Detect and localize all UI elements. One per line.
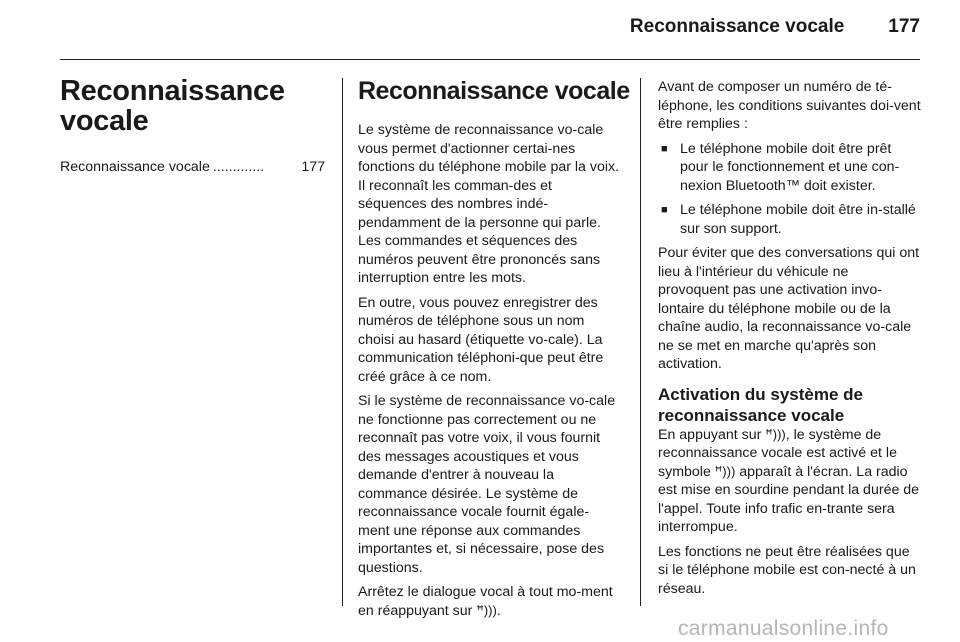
stop-text: Arrêtez le dialogue vocal à tout mo-ment en réappuyant sur [358,584,613,619]
paragraph-activation-notice: Pour éviter que des conversations qui ont lieu à l'intérieur du véhicule ne provoquent pas une activation invo-lontaire du téléphone mobile ou de la chaîne audio, la reconnaissance vo-cale ne se met en marche qu'après son activation. [658,245,920,372]
paragraph-network: Les fonctions ne peut être réalisées que si le téléphone mobile est con-necté à un réseau. [658,543,916,597]
page-number: 177 [888,16,920,37]
bullet-square-icon: ■ [661,142,668,155]
paragraph-feedback: Si le système de reconnaissance vo-cale ne fonctionne pas correctement ou ne reconnaît pas votre voix, il vous fournit des messages acoustiques et vous demande d'entrer à nouveau la commance désirée. Le système de reconnaissance vocale fournit égale-ment une réponse aux commandes importantes et, si nécessaire, pose des questions. [358,393,616,576]
paragraph-stop-dialogue [358,583,620,620]
conditions-intro: Avant de composer un numéro de té-léphone, les conditions suivantes doi-vent être remplies : [658,79,921,132]
toc-entry-page: 177 [301,159,325,175]
activation-text-3: apparaît à l'écran. La radio est mise en sourdine pendant la durée de l'appel. Toute info trafic en-trante sera interrompue. [658,463,920,535]
running-header [630,16,920,38]
voice-icon: ꟸ))) [714,463,736,479]
voice-icon: ꟸ))) [765,426,786,442]
main-column [358,77,630,626]
bullet-text: Le téléphone mobile doit être in-stallé sur son support. [680,202,916,237]
column-divider-left [342,78,343,606]
bullet-text: Le téléphone mobile doit être prêt pour le fonctionnement et une con-nexion Bluetooth™ doit exister. [680,140,900,194]
header-rule [60,59,920,60]
column-divider-right [640,78,641,606]
section-title: Reconnaissance vocale [358,77,630,105]
paragraph-intro: Le système de reconnaissance vo-cale vous permet d'actionner certai-nes fonctions du téléphone mobile par la voix. Il reconnaît les comman-des et séquences des nombres indé-pendamment de la personne qui parle. Les commandes et séquences des numéros peuvent être prononcés sans interruption entre les mots. [358,122,620,286]
paragraph-activation [658,426,922,537]
bullet-square-icon: ■ [661,204,668,216]
activation-text-2: , le système de reconnaissance vocale est activé et le symbole [658,426,897,480]
list-item [658,201,922,238]
toc-entry-label: Reconnaissance vocale [60,159,210,175]
right-column [658,78,922,604]
toc-entry[interactable] [60,158,325,177]
list-item [658,140,922,196]
paragraph-voice-tag: En outre, vous pouvez enregistrer des numéros de téléphone sous un nom choisi au hasard (étiquette vo-cale). La communication téléphoni-que peut être créé grâce à ce nom. [358,294,604,385]
toc-leader-dots: ............. [212,159,265,175]
chapter-title: Reconnaissance vocale [60,75,285,137]
activation-text-1: En appuyant sur [658,426,762,443]
watermark: carmanualsonline.info [678,617,889,640]
voice-icon: ꟸ))) [476,602,497,618]
toc-column [60,76,325,177]
subheading-activation: Activation du système de reconnaissance vocale [658,384,864,425]
header-title: Reconnaissance vocale [629,16,845,37]
stop-text-end: . [496,602,501,619]
